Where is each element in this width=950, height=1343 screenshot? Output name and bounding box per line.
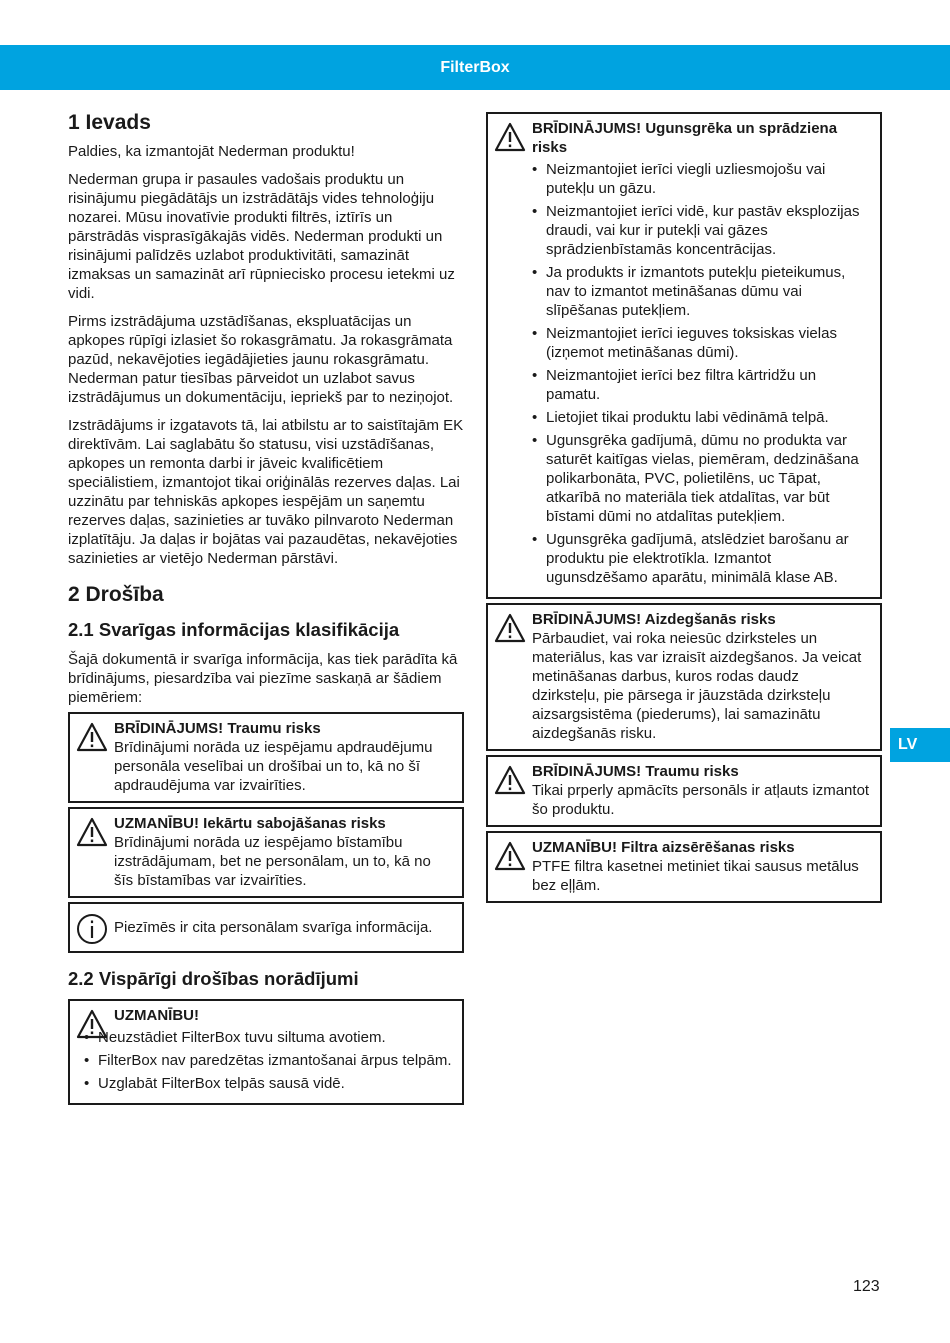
- list-item: • Neizmantojiet ierīci bez filtra kārtridžu un pamatu.: [532, 366, 870, 404]
- section-2-2-title: 2.2 Vispārīgi drošības norādījumi: [68, 968, 359, 989]
- warning-triangle-icon: [494, 122, 526, 152]
- warning-box-fire: [486, 112, 882, 599]
- list-item: • FilterBox nav paredzētas izmantošanai ārpus telpām.: [84, 1051, 452, 1070]
- right-column: [486, 112, 882, 907]
- box-text: PTFE filtra kasetnei metiniet tikai sausus metālus bez eļļām.: [532, 858, 859, 894]
- note-box: [68, 902, 464, 953]
- warning-triangle-icon: [494, 841, 526, 871]
- box-text: Piezīmēs ir cita personālam svarīga informācija.: [114, 919, 433, 936]
- box-title: BRĪDINĀJUMS! Ugunsgrēka un sprādziena risks: [532, 120, 838, 156]
- box-title: BRĪDINĀJUMS! Traumu risks: [114, 720, 321, 737]
- left-column: [68, 110, 464, 1109]
- section-1-title: 1 Ievads: [68, 111, 151, 134]
- intro-paragraph-3: Pirms izstrādājuma uzstādīšanas, ekspluatācijas un apkopes rūpīgi izlasiet šo rokasgrāmatu. Ja rokasgrāmata pazūd, nekavējoties iegādājieties jaunu rokasgrāmatu. Nederman patur tiesības pārveidot un uzlabot savus izstrādājumus un dokumentāciju, iepriekš par to neziņojot.: [68, 313, 454, 406]
- list-item: • Ja produkts ir izmantots putekļu pieteikumus, nav to izmantot metināšanas dūmu vai slīpēšanas putekļiem.: [532, 263, 870, 320]
- section-2-1-title: 2.1 Svarīgas informācijas klasifikācija: [68, 619, 400, 640]
- box-title: BRĪDINĀJUMS! Traumu risks: [532, 763, 739, 780]
- box-text: Pārbaudiet, vai roka neiesūc dzirksteles un materiālus, kas var izraisīt aizdegšanos. Ja veicat metināšanas darbus, kuros rodas daudz dzirksteļu, pie pārsega ir jāuzstāda dzirksteļu aizsargsistēma (piederums), lai samazinātu aizdegšanās risku.: [532, 630, 862, 742]
- warning-box-injury-2: [486, 755, 882, 827]
- language-tab-label: LV: [898, 736, 918, 753]
- fire-risk-list: [532, 160, 870, 587]
- intro-paragraph-4: Izstrādājums ir izgatavots tā, lai atbilstu ar to saistītajām EK direktīvām. Lai saglabātu šo statusu, visi uzstādīšanas, apkopes un remonta darbi ir jāveic kvalificētiem speciālistiem, izmantojot tikai oriģinālās rezerves daļas. Lai uzzinātu par tehniskās apkopes iespējām un saņemtu rezerves daļas, sazinieties ar tuvāko pilnvaroto Nederman izplatītāju. Ja daļas ir bojātas vai pazaudētas, nekavējoties sazinieties ar vietējo Nederman pārstāvi.: [68, 417, 464, 567]
- warning-box-ignition: [486, 603, 882, 751]
- header-title: FilterBox: [440, 59, 510, 76]
- caution-box-filter: [486, 831, 882, 903]
- section-2-title: 2 Drošība: [68, 583, 164, 606]
- box-title: BRĪDINĀJUMS! Aizdegšanās risks: [532, 611, 776, 628]
- box-text: Tikai prperly apmācīts personāls ir atļauts izmantot šo produktu.: [532, 782, 870, 818]
- list-item: • Ugunsgrēka gadījumā, dūmu no produkta var saturēt kaitīgas vielas, piemēram, dedzināšana polikarbonāta, PVC, polietilēns, uc Tāpat, atkarībā no materiāla tiek atdalītas, var būt bīstami dūmi no atdalītas putekļiem.: [532, 431, 870, 526]
- caution-list: [84, 1028, 452, 1093]
- box-title: UZMANĪBU! Iekārtu sabojāšanas risks: [114, 815, 386, 832]
- caution-box-equipment: [68, 807, 464, 898]
- list-item: • Neizmantojiet ierīci ieguves toksiskas vielas (izņemot metināšanas dūmi).: [532, 324, 870, 362]
- box-text: Brīdinājumi norāda uz iespējamo bīstamību izstrādājumam, bet ne personālam, un to, kā no šīs bīstamības var izvairīties.: [114, 834, 431, 889]
- info-circle-icon: [76, 913, 108, 945]
- list-item: • Ugunsgrēka gadījumā, atslēdziet barošanu ar produktu pie elektrotīkla. Izmantot ugunsdzēšamo aparātu, minimālā klase AB.: [532, 530, 870, 587]
- warning-triangle-icon: [494, 765, 526, 795]
- warning-triangle-icon: [76, 722, 108, 752]
- intro-paragraph-1: Paldies, ka izmantojāt Nederman produktu!: [68, 143, 355, 160]
- list-item: • Lietojiet tikai produktu labi vēdināmā telpā.: [532, 408, 870, 427]
- list-item: • Uzglabāt FilterBox telpās sausā vidē.: [84, 1074, 452, 1093]
- box-text: Brīdinājumi norāda uz iespējamu apdraudējumu personāla veselībai un drošībai un to, kā no šī apdraudējuma var izvairīties.: [114, 739, 433, 794]
- caution-box-general: [68, 999, 464, 1105]
- language-tab-lv: [890, 728, 950, 762]
- list-item: • Neuzstādiet FilterBox tuvu siltuma avotiem.: [84, 1028, 452, 1047]
- intro-paragraph-2: Nederman grupa ir pasaules vadošais produktu un risinājumu piegādātājs un izstrādātājs vides tehnoloģiju nozarei. Mūsu inovatīvie produkti filtrēs, iztīrīs un pārstrādās visprasīgākajās vidēs. Nederman produkti un risinājumi palīdzēs uzlabot produktivitāti, samazināt izmaksas un samazināt arī rūpniecisko procesu ietekmi uz vidi.: [68, 171, 455, 302]
- warning-triangle-icon: [494, 613, 526, 643]
- page-number: 123: [853, 1278, 880, 1295]
- list-item: • Neizmantojiet ierīci viegli uzliesmojošu vai putekļu un gāzu.: [532, 160, 870, 198]
- box-title: UZMANĪBU! Filtra aizsērēšanas risks: [532, 839, 795, 856]
- box-title: UZMANĪBU!: [114, 1007, 199, 1024]
- list-item: • Neizmantojiet ierīci vidē, kur pastāv eksplozijas draudi, vai kur ir putekļi vai gāzes sprādzienbīstamās koncentrācijas.: [532, 202, 870, 259]
- classification-paragraph: Šajā dokumentā ir svarīga informācija, kas tiek parādīta kā brīdinājums, piesardzība vai piezīme saskaņā ar šādiem piemēriem:: [68, 651, 458, 706]
- warning-box-injury: [68, 712, 464, 803]
- header-bar: [0, 45, 950, 90]
- warning-triangle-icon: [76, 817, 108, 847]
